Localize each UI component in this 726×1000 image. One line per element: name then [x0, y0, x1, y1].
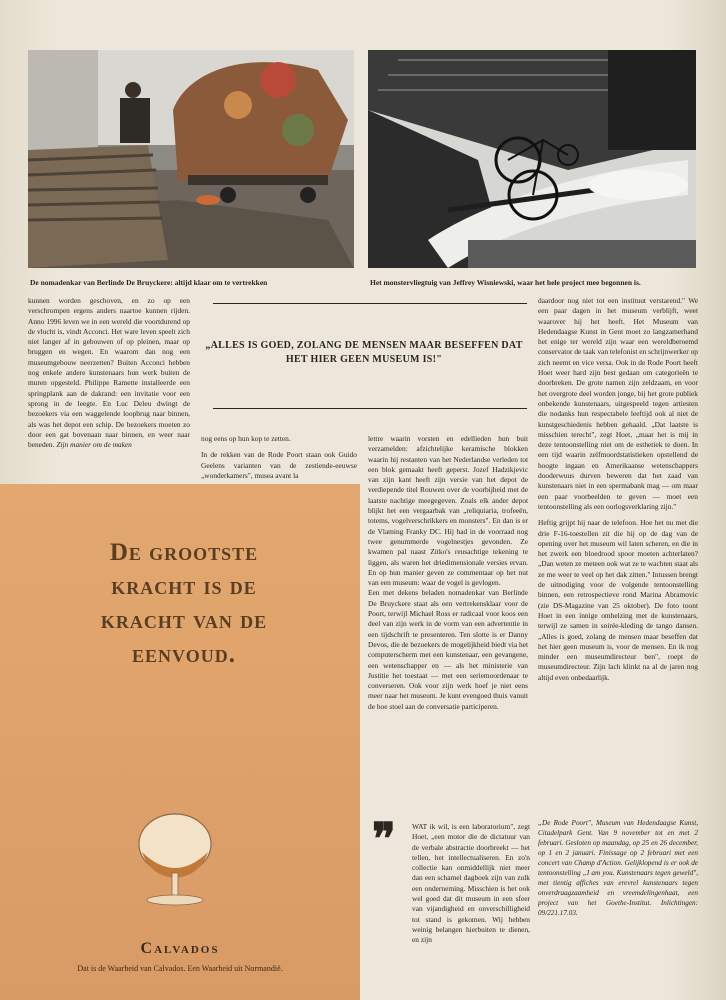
article-text: Heftig grijpt hij naar de telefoon. Hoe het nu met die drie F-16-toestellen zit die hij op de dag van de opening over het museum wil laten scheren, en die in het zwerk een bloedrood spoor moeten achterlaten? „Dan weten ze meteen ook wat ze te wachten staat als ze me weer te veel op het dak zitten." Intussen brengt de uitnodiging voor de volgende tentoonstelling binnen, een retrospectieve rond Marina Abramovic (zie DS-Magazine van 25 oktober). De foto toont Hoet in een innige omhelzing met de kunstenaars, terwijl ze samen in soirée-kleding de tango dansen. „Alles is goed, zolang de mensen maar beseffen dat het hier geen museum is, voor de mensen. En ik nog minder een museumdirecteur ben", roept de museumdirecteur. Zijn lach klinkt na al de jaren nog altijd even onbedaarlijk. [538, 518, 698, 682]
article-text: kunnen worden geschoven, en zo op een verschrompen ergens anders naartoe kunnen rijden. Anno 1996 leven we in een wereld die voortdurend op de vlucht is, vindt Acconci. Het ware leven speelt zich niet langer af in gebouwen of op pleinen, maar op bruggen en wegen. En waarom dan nog een museumgebouw neerzetten? Buiten Acconci hebben nog enkele andere kunstenaars hun werk buiten de muren opgesteld. Philippe Ramette installeerde een springplank aan de dakrand: een invitatie voor een sprong in de leegte. En Luc Deleu dwingt de bezoekers via een waggelende loopbrug naar binnen, als was het depot een schip. De bezoekers moeten zo door een gat bovenaan naar binnen, en weer naar beneden. [28, 296, 190, 450]
ad-slogan-line: kracht is de [111, 573, 257, 600]
photo-caption-right: Het monstervliegtuig van Jeffrey Wisniewski, waar het hele project mee begonnen is. [370, 278, 641, 287]
ad-slogan [24, 536, 344, 672]
ad-slogan-line: eenvoud. [132, 641, 236, 668]
ad-brand: Calvados [140, 940, 220, 957]
article-column-3-end [412, 822, 530, 950]
article-column-1 [28, 296, 190, 468]
photo-monster-airplane [368, 50, 696, 268]
article-column-2 [201, 434, 357, 480]
ad-slogan-line: kracht van de [100, 607, 268, 634]
pull-quote-rule-bottom [213, 408, 527, 409]
article-text: lettre waarin vorsten en edellieden hun buit verzamelden: afzichtelijke keramische blokken waarin hij restanten van het Nederlandse verleden tot een blok gemaakt heeft geperst. Jozef Hadzikjevic van zijn kant heeft zijn versie van het depot de verdiepende titel Rouwen over de voorbijheid met de laatste nachtige meegegeven. Zoals elk ander depot blijkt het een vergaarbak van „reliquiaria, trofeeën, totems, vogelverschrikkers en monsters". En dan is er de Vlaming Franky DC. Hij had in de voorraad nog twee genummerde vogelnestjes gevonden. Ze kwamen pal naast Zitko's reusachtige tekening te liggen, als waren het driedimensionale versies ervan. En op hun manier geven ze commentaar op het nut van een museum: waar de vogel is gevlogen. [368, 434, 528, 588]
article-text: nog eens op hun kop te zetten. [201, 434, 291, 443]
article-text: Een met dekens beladen nomadenkar van Berlinde De Bruyckere staat als een vertrekensklaar voor de Poort, terwijl Michael Ross er radicaal voor koos een deel van zijn werk in de vorm van een advertentie in een tijdschrift te presenteren. Ten slotte is er Danny Devos, die de bezoekers de mogelijkheid biedt via het computerscherm met een kunstenaar, een gevangene, een wetenschapper en — als het ministerie van Justitie het toestaat — met een seriemoordenaar te converseren. Ook voor zijn werk hoef je niet eens meer naar het museum. Je kunt evengoed thuis vanuit de hoe stoel aan de conversatie participeren. [368, 588, 528, 711]
exhibition-info: „De Rode Poort", Museum van Hedendaagse Kunst, Citadelpark Gent. Van 9 november tot en met 2 februari. Gesloten op maandag, op 25 en 26 december, op 1 en 2 januari. Finissage op 2 februari met een concert van Champ d'Action. Gelijklopend is er ook de tentoonstelling „I am you. Kunstenaars tegen geweld", met tientig affiches van erevrel kunstenaars tegen onverdraagzaamheid en vreemdelingenhaat, een project van het Goethe-Institut. Inlichtingen: 09/221.17.03. [538, 819, 698, 917]
article-column-4 [538, 296, 698, 808]
article-column-3 [368, 434, 528, 808]
article-italic: Zijn manier om de maken [56, 440, 132, 450]
photo-nomad-cart [28, 50, 354, 268]
article-text: daardoor nog niet tot een instituut verstarend." We een paar dagen in het museum verblijft, weet waarover hij het heeft. Het Museum van Hedendaagse Kunst in Gent moet zo langzamerhand het enige ter wereld zijn waar een wereldberoemd conservator de taak van telefonist en schrijnwerker op zich neemt en vice versa. Ook in de Rode Poort heeft Hoet weer hard zijn best gedaan om categorieën te doorbreken. De grote namen zijn zeldzaam, en voor het overgrote deel worden jonge, bij het grote publiek onbekende kunstenaars, uitgespeeld tegen artiesten die nodanks hun respectabele leeftijd ook al niet de kunstgeschiedenis hebben gehaald. „Dat laatste is misschien terecht", zegt Hoet, „maar het is mij in deze tentoonstelling niet om de esthetiek te doen. In een tijd waarin zelfmoordstatistieken opstellend de hoogte ingaan en Amerikaanse wetenschappers dooderwuus durven beweren dat het zaad van kunstenaars niet in een spermabank mag — om maar een paar voorbeelden te geven — moet een tentoonstelling als een oorlogsverklaring zijn." [538, 296, 698, 511]
ad-slogan-line: De grootste [109, 539, 259, 566]
photo-caption-left: De nomadenkar van Berlinde De Bruyckere: altijd klaar om te vertrekken [30, 278, 268, 287]
ad-tagline: Dat is de Waarheid van Calvados. Een Waarheid uit Normandië. [77, 964, 283, 973]
pull-quote-line-1: „ALLES IS GOED, ZOLANG DE MENSEN MAAR BESEFFEN DAT [205, 340, 523, 351]
pull-quote-text [201, 339, 527, 367]
quote-mark-icon: ❞ [372, 815, 396, 864]
pull-quote-line-2: HET HIER GEEN MUSEUM IS!" [285, 354, 443, 365]
article-text: In de rekken van de Rode Poort staan ook Guido Geelens varianten van de zestiende-eeuwse „wonderkamers", musea avant la [201, 450, 357, 480]
pull-quote [201, 303, 527, 409]
article-text: WAT ik wil, is een laboratorium", zegt Hoet, „een motor die de dictatuur van de verbale abstractie doorbreekt — het tellen, het intellectualiseren. En zo'n collectie kan onmiddellijk niet meer dan een schamel dagboek zijn van zulk een onderneming. Misschien is het ook wel goed dat dit museum in een sfeer van vijandigheid en onverschilligheid tot stand is gekomen. Wij hebben weinig belangen hierbuiten te dienen, en zijn [412, 822, 530, 945]
pull-quote-rule-top [213, 303, 527, 304]
